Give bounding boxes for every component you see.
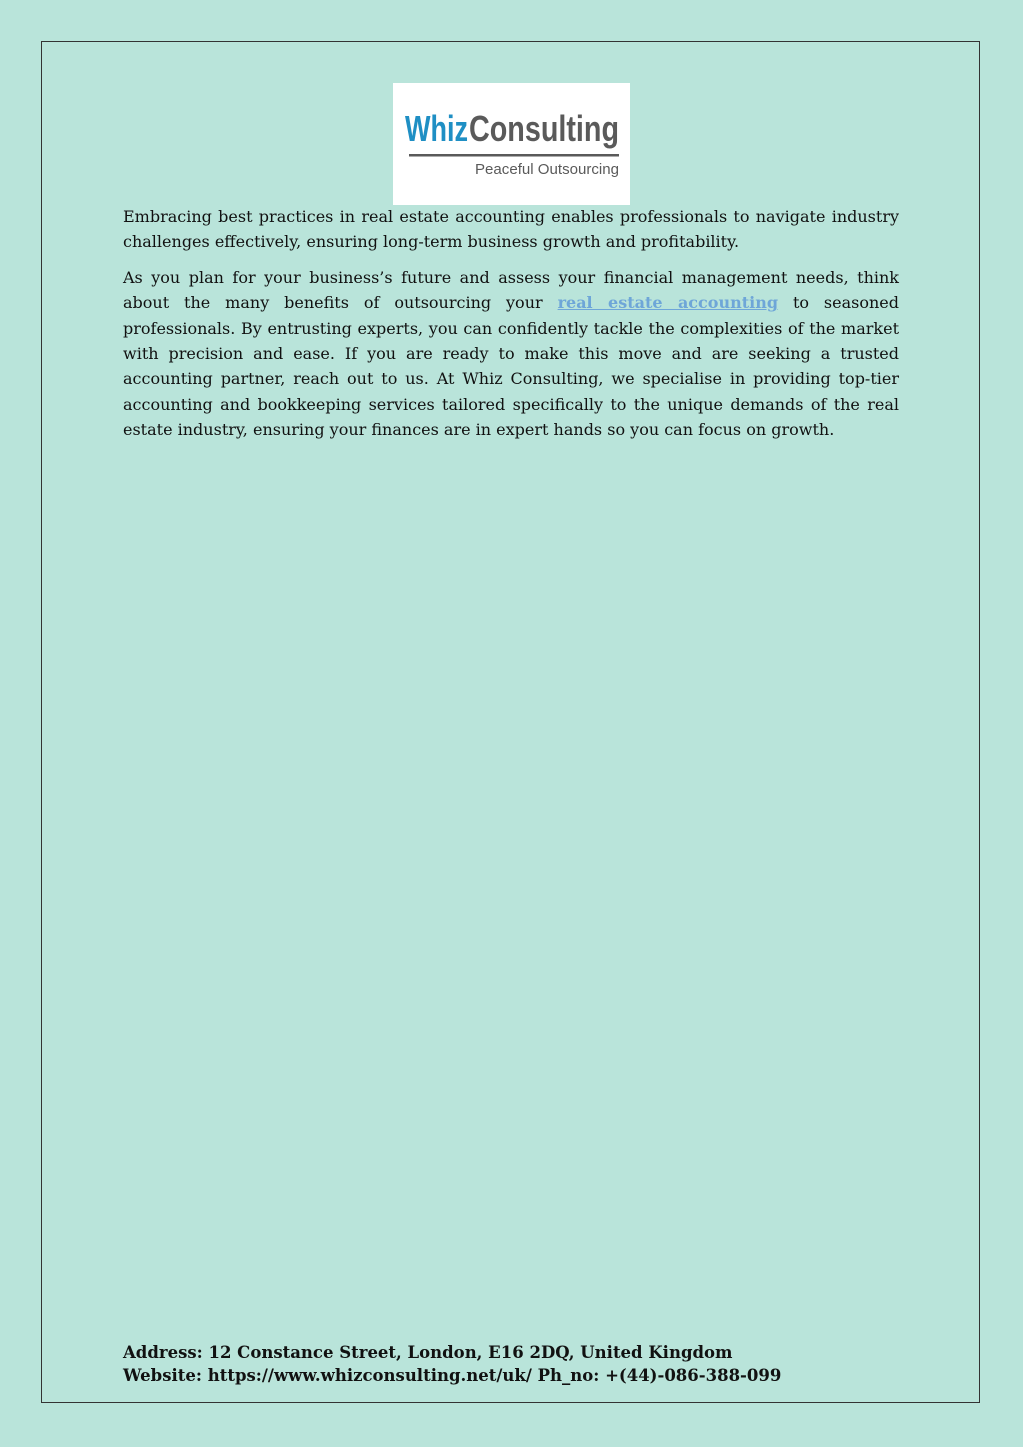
document-body: [123, 204, 899, 453]
logo-underline: [409, 154, 619, 157]
paragraph-text-before-link: As you plan for your business’s future and assess your financial management needs, think about the many benefits of outsourcing your: [123, 267, 899, 313]
paragraph-text-after-link: to seasoned professionals. By entrusting experts, you can confidently tackle the complexities of the market with precision and ease. If you are ready to make this move and are seeking a trusted accounting partner, reach out to us. At Whiz Consulting, we specialise in providing top-tier accounting and bookkeeping services tailored specifically to the unique demands of the real estate industry, ensuring your finances are in expert hands so you can focus on growth.: [123, 293, 900, 440]
footer-website-phone: Website: https://www.whizconsulting.net/uk/ Ph_no: +(44)-086-388-099: [123, 1366, 782, 1385]
logo-tagline: Peaceful Outsourcing: [475, 161, 619, 178]
company-logo: [393, 83, 630, 205]
footer-address: Address: 12 Constance Street, London, E16 2DQ, United Kingdom: [123, 1343, 733, 1362]
logo-brand-consulting: Consulting: [469, 108, 619, 149]
logo-brand-whiz: Whiz: [405, 108, 468, 149]
paragraph-outsourcing: [123, 265, 899, 443]
logo-graphic: [393, 83, 630, 205]
paragraph-best-practices: Embracing best practices in real estate accounting enables professionals to navigate industry challenges effectively, ensuring long-term business growth and profitability.: [123, 207, 899, 252]
contact-footer: [123, 1341, 923, 1387]
real-estate-accounting-link[interactable]: real estate accounting: [557, 293, 779, 313]
